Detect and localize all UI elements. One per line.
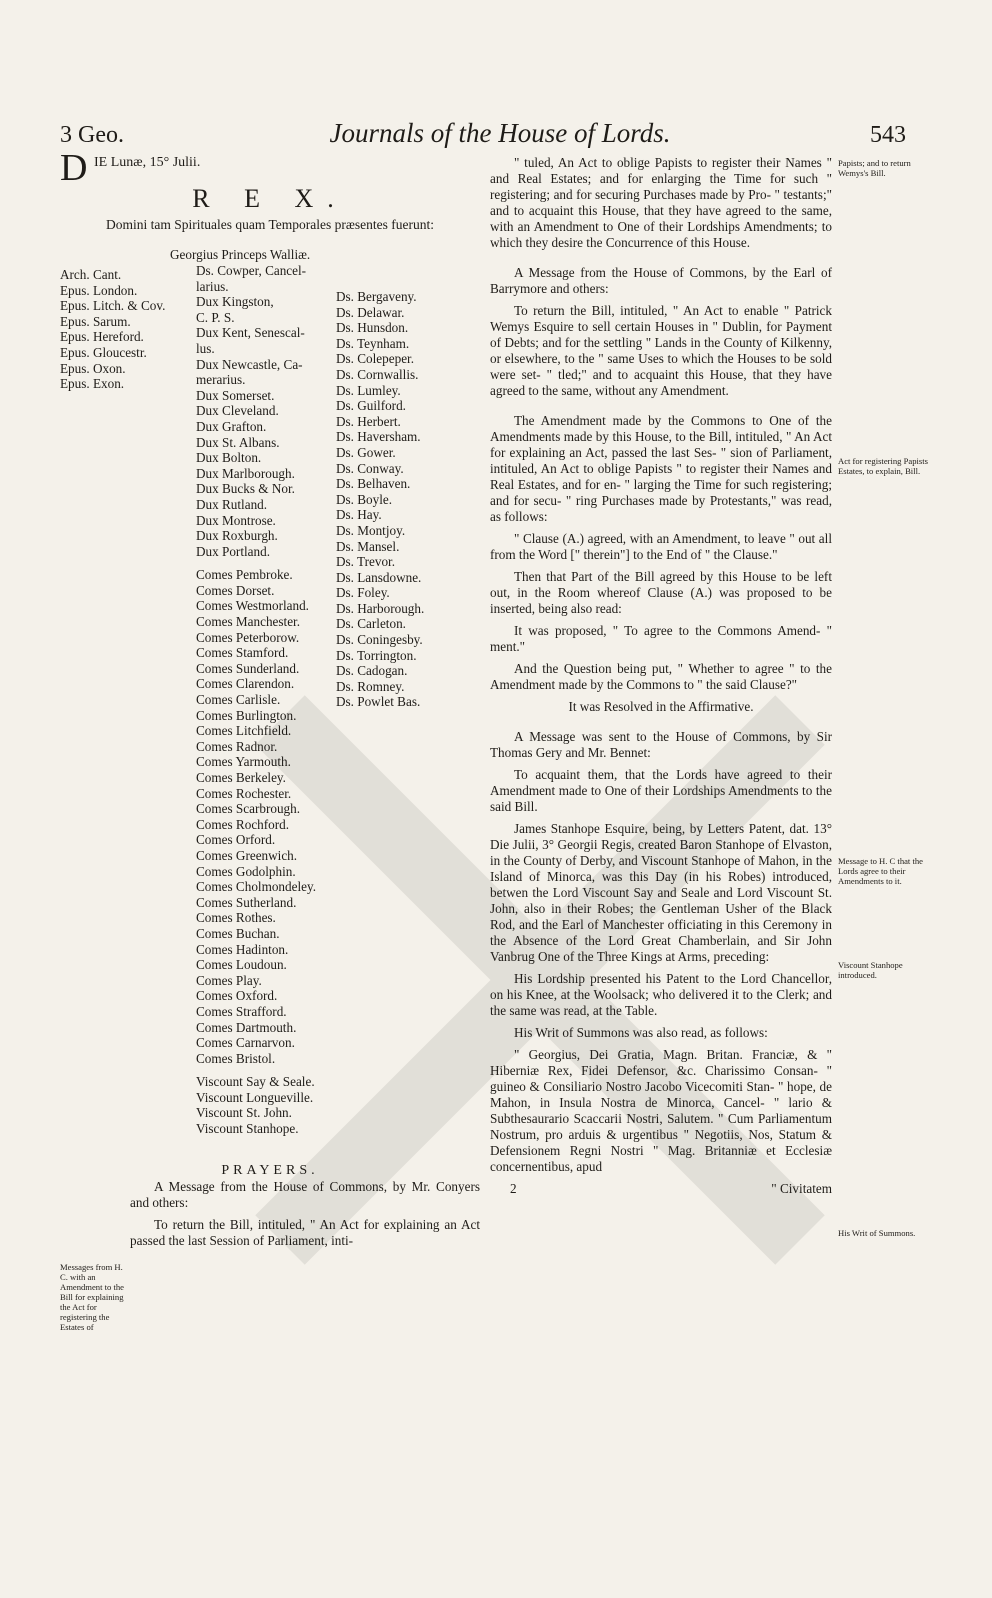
baron-entry: Ds. Romney. bbox=[336, 678, 405, 694]
noble-entry: Comes Sunderland. bbox=[196, 660, 300, 676]
page-footer-line bbox=[490, 1181, 832, 1197]
margin-note: Message to H. C that the Lords agree to their Amendments to it. bbox=[838, 856, 923, 886]
baron-entry: Ds. Teynham. bbox=[336, 335, 410, 351]
margin-note: Act for registering Papists Estates, to explain, Bill. bbox=[838, 456, 928, 476]
clergy-entry: Epus. London. bbox=[60, 282, 138, 298]
nobles-list bbox=[196, 263, 316, 1137]
noble-entry: Dux Bucks & Nor. bbox=[196, 481, 295, 497]
noble-entry: Dux Grafton. bbox=[196, 418, 267, 434]
clergy-entry: Epus. Oxon. bbox=[60, 360, 126, 376]
noble-entry: Comes Pembroke. bbox=[196, 567, 293, 583]
baron-entry: Ds. Cadogan. bbox=[336, 663, 408, 679]
noble-entry: Dux Portland. bbox=[196, 543, 270, 559]
noble-entry: Comes Carlisle. bbox=[196, 692, 281, 708]
noble-entry: Comes Bristol. bbox=[196, 1050, 276, 1066]
noble-entry: Dux Kent, Senescal- bbox=[196, 325, 305, 341]
noble-entry: Viscount Say & Seale. bbox=[196, 1074, 315, 1090]
domini-heading: Domini tam Spirituales quam Temporales præsentes fuerunt: bbox=[106, 217, 434, 232]
baron-entry: Ds. Lansdowne. bbox=[336, 569, 422, 585]
clergy-entry: Arch. Cant. bbox=[60, 267, 122, 282]
baron-entry: Ds. Powlet Bas. bbox=[336, 694, 421, 710]
drop-cap: D bbox=[60, 147, 88, 189]
noble-entry: Comes Westmorland. bbox=[196, 598, 309, 614]
clergy-list bbox=[60, 267, 165, 392]
noble-entry: Dux Bolton. bbox=[196, 450, 262, 466]
noble-entry: Comes Orford. bbox=[196, 832, 276, 848]
noble-entry: Dux Rutland. bbox=[196, 496, 268, 512]
body-paragraph: James Stanhope Esquire, being, by Letters Patent, dat. 13° Die Julii, 3° Georgii Regis, created Baron Stanhope of Elvaston, in the County of Derby, and Viscount Stanhope of Mahon, in the Island of Minorca, was this Day (in his Robes) introduced, betwen the Lord Viscount Say and Seale and Lord Viscount St. John, also in their Robes; the Gentleman Usher of the Black Rod, and the Earl of Manchester officiating in this Ceremony in the Absence of the Lord Great Chamberlain, and Sir John Vanbrug One of the Three Kings at Arms, preceding: bbox=[490, 821, 832, 964]
running-head-title: Journals of the House of Lords. bbox=[329, 118, 671, 148]
noble-entry: Comes Strafford. bbox=[196, 1003, 287, 1019]
baron-entry: Ds. Cornwallis. bbox=[336, 366, 419, 382]
noble-entry: Comes Clarendon. bbox=[196, 676, 295, 692]
clergy-entry: Epus. Litch. & Cov. bbox=[60, 298, 166, 314]
baron-entry: Ds. Coningesby. bbox=[336, 632, 423, 648]
body-paragraph: " Clause (A.) agreed, with an Amendment, to leave " out all from the Word [" therein"] to the End of " the Clause." bbox=[490, 531, 832, 562]
body-paragraph: To acquaint them, that the Lords have agreed to their Amendment made to One of their Lordships Amendments to the said Bill. bbox=[490, 767, 832, 814]
noble-entry: Dux Marlborough. bbox=[196, 465, 295, 481]
margin-note: Viscount Stanhope introduced. bbox=[838, 960, 903, 980]
baron-entry: Ds. Haversham. bbox=[336, 429, 421, 445]
noble-entry: Comes Godolphin. bbox=[196, 863, 296, 879]
prince-of-wales-line: Georgius Princeps Walliæ. bbox=[170, 247, 311, 262]
body-paragraph: To return the Bill, intituled, " An Act to enable " Patrick Wemys Esquire to sell certain Houses in " Dublin, for Payment of Debts; and for the settling " Lands in the County of Kilkenny, or elsewhere, to the " same Uses to which the Houses to be sold were set- " tled;" and to acquaint this House, that they have agreed to the same, without any Amendment. bbox=[490, 303, 832, 398]
rex-heading: R E X. bbox=[192, 184, 348, 213]
noble-entry: Comes Greenwich. bbox=[196, 847, 298, 863]
date-text: IE Lunæ, 15° Julii. bbox=[94, 155, 201, 170]
noble-entry: Comes Peterborow. bbox=[196, 629, 300, 645]
running-head-regnal-year: 3 Geo. bbox=[60, 122, 124, 148]
noble-entry: Comes Cholmondeley. bbox=[196, 879, 317, 895]
noble-entry: Ds. Cowper, Cancel- bbox=[196, 263, 307, 278]
noble-entry: larius. bbox=[196, 278, 229, 294]
list-gap bbox=[196, 1066, 316, 1074]
noble-entry: Comes Scarbrough. bbox=[196, 801, 301, 817]
resolution-line: It was Resolved in the Affirmative. bbox=[568, 699, 754, 714]
noble-entry: Comes Buchan. bbox=[196, 925, 280, 941]
prayers-heading: PRAYERS. bbox=[221, 1163, 319, 1178]
barons-list bbox=[336, 289, 424, 710]
body-paragraph: Then that Part of the Bill agreed by this House to be left out, in the Room whereof Clause (A.) was proposed to be inserted, being also read: bbox=[490, 569, 832, 616]
noble-entry: Comes Dorset. bbox=[196, 582, 275, 598]
noble-entry: Viscount St. John. bbox=[196, 1105, 292, 1121]
baron-entry: Ds. Delawar. bbox=[336, 304, 405, 320]
noble-entry: Dux Newcastle, Ca- bbox=[196, 356, 303, 372]
noble-entry: Comes Play. bbox=[196, 972, 262, 988]
page-number: 543 bbox=[870, 122, 906, 148]
noble-entry: Comes Hadinton. bbox=[196, 941, 289, 957]
baron-entry: Ds. Hay. bbox=[336, 507, 382, 523]
noble-entry: lus. bbox=[196, 340, 215, 356]
noble-entry: Comes Sutherland. bbox=[196, 894, 297, 910]
baron-entry: Ds. Boyle. bbox=[336, 491, 393, 507]
clergy-entry: Epus. Exon. bbox=[60, 376, 125, 392]
noble-entry: Comes Yarmouth. bbox=[196, 754, 291, 770]
signature-mark: 2 bbox=[510, 1181, 517, 1196]
body-paragraph: The Amendment made by the Commons to One of the Amendments made by this House, to the Bill, intituled, " An Act for explaining an Act, passed the last Ses- " sion of Parliament, intituled, An Act to oblige Papists " to register their Names and Real Estates, and for en- " larging the Time for such registering; and for secu- " ring Purchases made by Protestants," was read, as follows: bbox=[490, 413, 832, 524]
noble-entry: Comes Loudoun. bbox=[196, 957, 287, 973]
baron-entry: Ds. Belhaven. bbox=[336, 476, 411, 492]
left-margin-note: Messages from H. C. with an Amendment to the Bill for explaining the Act for registering the Estates of bbox=[60, 1262, 124, 1332]
baron-entry: Ds. Carleton. bbox=[336, 616, 406, 632]
noble-entry: merarius. bbox=[196, 372, 246, 388]
baron-entry: Ds. Bergaveny. bbox=[336, 289, 417, 304]
margin-note: His Writ of Summons. bbox=[838, 1228, 916, 1238]
list-gap bbox=[196, 559, 316, 567]
clergy-entry: Epus. Gloucestr. bbox=[60, 344, 147, 360]
baron-entry: Ds. Trevor. bbox=[336, 554, 395, 570]
right-column bbox=[490, 155, 832, 1197]
baron-entry: Ds. Lumley. bbox=[336, 382, 401, 398]
message-paragraph: To return the Bill, intituled, " An Act for explaining an Act passed the last Session of Parliament, inti- bbox=[130, 1217, 480, 1248]
clergy-entry: Epus. Sarum. bbox=[60, 313, 131, 329]
baron-entry: Ds. Colepeper. bbox=[336, 351, 415, 367]
baron-entry: Ds. Conway. bbox=[336, 460, 404, 476]
question-paragraph: And the Question being put, " Whether to agree " to the Amendment made by the Commons to " the said Clause?" bbox=[490, 661, 832, 692]
noble-entry: Comes Oxford. bbox=[196, 988, 278, 1004]
noble-entry: Viscount Longueville. bbox=[196, 1089, 314, 1105]
body-paragraph: A Message was sent to the House of Commons, by Sir Thomas Gery and Mr. Bennet: bbox=[490, 729, 832, 760]
body-paragraph: It was proposed, " To agree to the Commons Amend- " ment." bbox=[490, 623, 832, 654]
noble-entry: Comes Rothes. bbox=[196, 910, 276, 926]
noble-entry: Comes Rochford. bbox=[196, 816, 290, 832]
baron-entry: Ds. Torrington. bbox=[336, 647, 417, 663]
baron-entry: Ds. Foley. bbox=[336, 585, 390, 601]
noble-entry: Dux Montrose. bbox=[196, 512, 276, 528]
noble-entry: Comes Litchfield. bbox=[196, 723, 292, 739]
clergy-entry: Epus. Hereford. bbox=[60, 329, 144, 345]
baron-entry: Ds. Montjoy. bbox=[336, 522, 406, 538]
margin-note: Papists; and to return Wemys's Bill. bbox=[838, 158, 911, 178]
body-paragraph: His Lordship presented his Patent to the Lord Chancellor, on his Knee, at the Woolsack; who delivered it to the Clerk; and the same was read, at the Table. bbox=[490, 971, 832, 1018]
left-column bbox=[60, 147, 480, 1255]
noble-entry: Dux Cleveland. bbox=[196, 403, 279, 419]
baron-entry: Ds. Herbert. bbox=[336, 413, 401, 429]
baron-entry: Ds. Harborough. bbox=[336, 600, 425, 616]
body-paragraph: " tuled, An Act to oblige Papists to register their Names " and Real Estates; and for enlarging the Time for such " registering; and for securing Purchases made by Pro- " testants;" and to acquaint this House, that they have agreed to the same, with an Amendment to One of their Lordships Amendments; to which they desire the Concurrence of this House. bbox=[490, 155, 832, 250]
noble-entry: Dux St. Albans. bbox=[196, 434, 280, 450]
noble-entry: Comes Manchester. bbox=[196, 614, 301, 630]
noble-entry: Comes Burlington. bbox=[196, 707, 297, 723]
baron-entry: Ds. Hunsdon. bbox=[336, 320, 409, 336]
left-messages bbox=[130, 1179, 480, 1249]
body-paragraph: " Georgius, Dei Gratia, Magn. Britan. Franciæ, & " Hiberniæ Rex, Fidei Defensor, &c. Charissimo Consan- " guineo & Consiliario Nostro Jacobo Vicecomiti Stan- " hope, de Mahon, in Insula Nostra de Minorca, Cancel- " lario & Subthesaurario Scaccarii Nostri, Salutem. " Cum Parliamentum Nostrum, pro arduis & urgentibus " Negotiis, Nos, Statum & Defensionem Regni Nostri " Mag. Britanniæ et Ecclesiæ concernentibus, apud bbox=[490, 1047, 832, 1174]
message-paragraph: A Message from the House of Commons, by Mr. Conyers and others: bbox=[130, 1179, 480, 1210]
baron-entry: Ds. Mansel. bbox=[336, 538, 400, 554]
date-line bbox=[60, 147, 480, 189]
body-paragraph: His Writ of Summons was also read, as follows: bbox=[514, 1025, 768, 1040]
noble-entry: Comes Dartmouth. bbox=[196, 1019, 297, 1035]
noble-entry: Dux Somerset. bbox=[196, 387, 275, 403]
noble-entry: Dux Kingston, bbox=[196, 294, 274, 310]
noble-entry: Comes Radnor. bbox=[196, 738, 278, 754]
noble-entry: Comes Stamford. bbox=[196, 645, 289, 661]
attendance-roster bbox=[60, 263, 480, 1153]
noble-entry: C. P. S. bbox=[196, 309, 235, 325]
noble-entry: Comes Carnarvon. bbox=[196, 1035, 295, 1051]
noble-entry: Comes Rochester. bbox=[196, 785, 292, 801]
baron-entry: Ds. Gower. bbox=[336, 444, 396, 460]
noble-entry: Dux Roxburgh. bbox=[196, 528, 278, 544]
catchword: " Civitatem bbox=[771, 1181, 832, 1196]
baron-entry: Ds. Guilford. bbox=[336, 398, 406, 414]
noble-entry: Comes Berkeley. bbox=[196, 770, 286, 785]
noble-entry: Viscount Stanhope. bbox=[196, 1121, 299, 1137]
body-paragraph: A Message from the House of Commons, by the Earl of Barrymore and others: bbox=[490, 265, 832, 296]
